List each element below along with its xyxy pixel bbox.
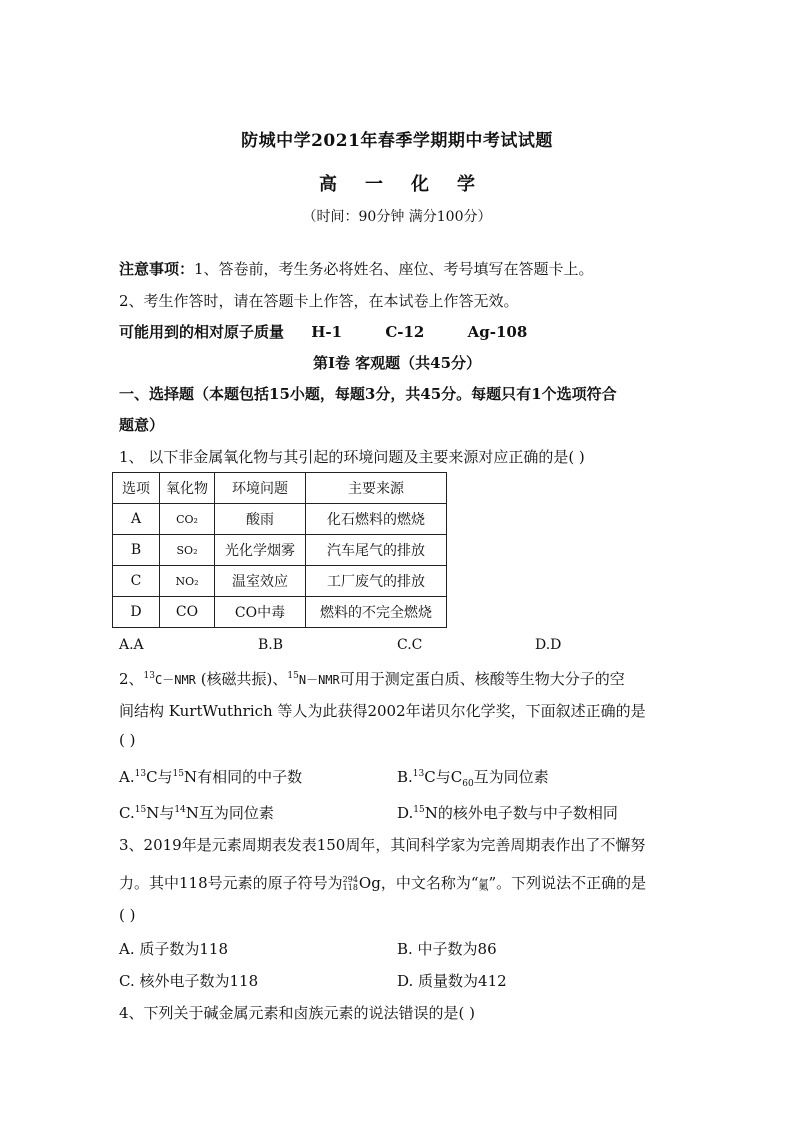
q1-option-a: A.A — [119, 637, 144, 653]
atomic-mass-line: 可能用到的相对原子质量 H-1 C-12 Ag-108 — [119, 323, 528, 341]
exam-title: 防城中学2021年春季学期期中考试试题 — [241, 131, 553, 151]
q3-line-1: 3、2019年是元素周期表发表150周年，其间科学家为完善周期表作出了不懈努 — [119, 836, 646, 854]
part-heading-1: 一、选择题（本题包括15小题，每题3分，共45分。每题只有1个选项符合 — [119, 385, 617, 403]
q3-option-a: A. 质子数为118 — [119, 940, 228, 958]
q3-line-2: 力。其中118号元素的原子符号为294 118Og，中文名称为“鿫”。下列说法不正确的是 — [119, 874, 647, 894]
q2-option-c: C.$^{15}$N与$^{14}$N互为同位素 — [119, 804, 274, 822]
notice-line-2: 2、考生作答时，请在答题卡上作答，在本试卷上作答无效。 — [119, 292, 519, 310]
q1-option-b: B.B — [258, 637, 284, 653]
q3-option-d: D. 质量数为412 — [397, 972, 507, 990]
q4-stem: 4、下列关于碱金属元素和卤族元素的说法错误的是( ) — [119, 1004, 476, 1022]
q1-table — [112, 472, 447, 628]
q1-option-d: D.D — [535, 637, 562, 653]
nuclide-numbers: 294 118 — [342, 875, 358, 892]
table-row: C NO₂ 温室效应 工厂废气的排放 — [113, 566, 447, 597]
table-row: D CO CO中毒 燃料的不完全燃烧 — [113, 597, 447, 628]
q2-line-1: 2、$^{13}$C－NMR (核磁共振)、$^{15}$N－NMR可用于测定蛋白质、核酸等生物大分子的空 — [119, 670, 625, 688]
notice-label: 注意事项： — [119, 260, 195, 278]
notice-line-1: 注意事项：1、答卷前，考生务必将姓名、座位、考号填写在答题卡上。 — [119, 260, 594, 278]
q1-stem: 1、 以下非金属氧化物与其引起的环境问题及主要来源对应正确的是( ) — [119, 448, 585, 466]
q3-line-3: ( ) — [119, 906, 136, 924]
q2-option-a: A.$^{13}$C与$^{15}$N有相同的中子数 — [119, 768, 303, 786]
table-header-row: 选项 氧化物 环境问题 主要来源 — [113, 473, 447, 504]
q2-option-d: D.$^{15}$N的核外电子数与中子数相同 — [397, 804, 618, 822]
subject-title: 高 一 化 学 — [319, 174, 475, 195]
q3-option-b: B. 中子数为86 — [397, 940, 497, 958]
q2-line-2: 间结构 KurtWuthrich 等人为此获得2002年诺贝尔化学奖，下面叙述正确的是 — [119, 702, 646, 720]
table-row: B SO₂ 光化学烟雾 汽车尾气的排放 — [113, 535, 447, 566]
q1-option-c: C.C — [397, 637, 423, 653]
section-heading: 第Ⅰ卷 客观题（共45分） — [312, 354, 482, 372]
part-heading-2: 题意） — [119, 416, 165, 434]
q2-line-3: ( ) — [119, 731, 136, 749]
time-info: （时间：90分钟 满分100分） — [302, 209, 492, 225]
q2-option-b: B.$^{13}$C与$C_{60}$互为同位素 — [397, 768, 549, 789]
q3-option-c: C. 核外电子数为118 — [119, 972, 259, 990]
table-row: A CO₂ 酸雨 化石燃料的燃烧 — [113, 504, 447, 535]
